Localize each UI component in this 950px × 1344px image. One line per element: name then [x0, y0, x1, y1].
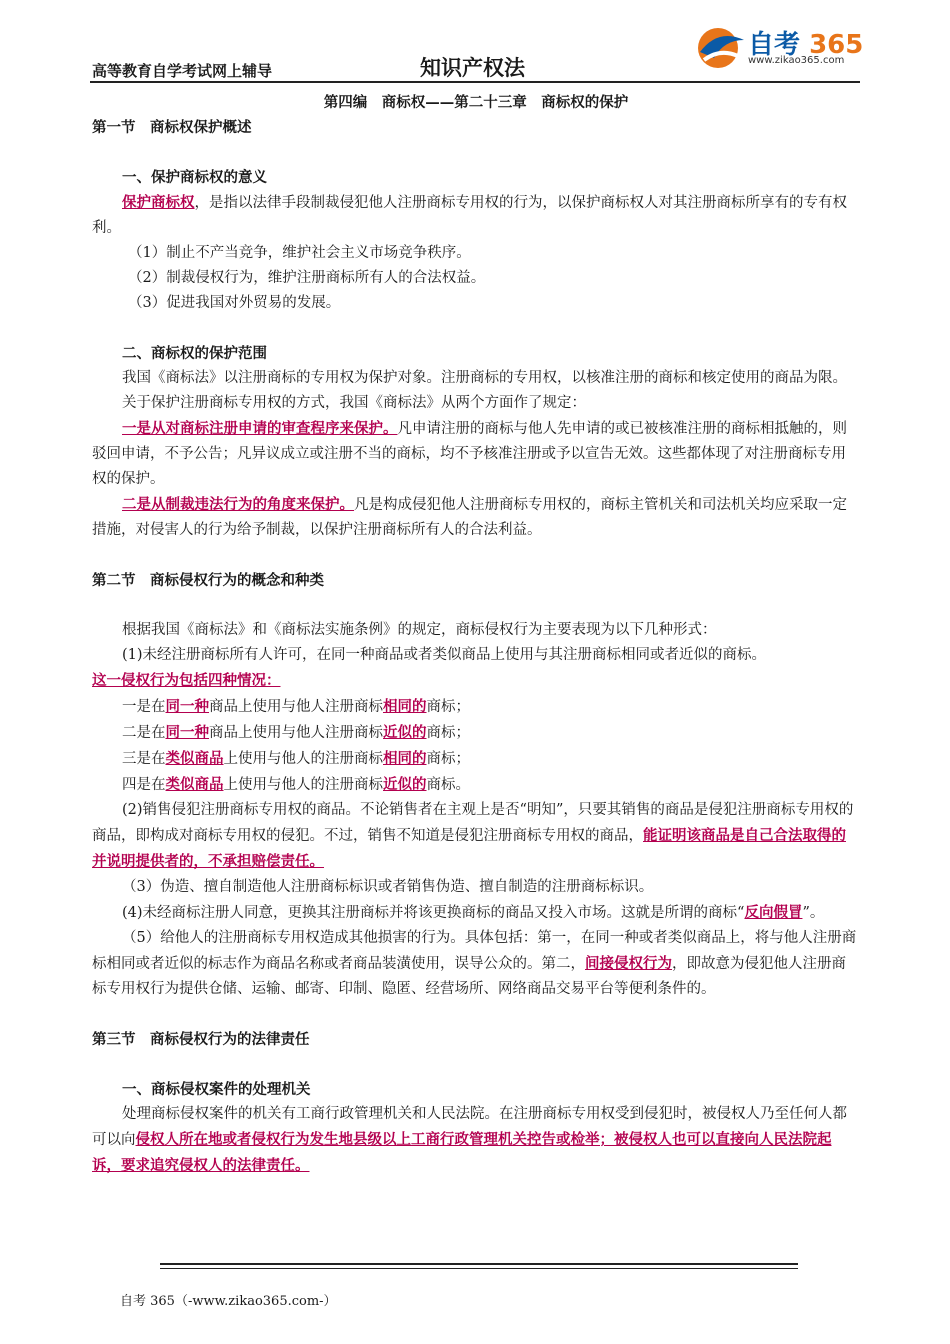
logo-text: 自考 365 — [748, 30, 864, 60]
site-logo[interactable] — [694, 22, 864, 74]
footer-text: 自考 365（-www.zikao365.com-） — [120, 1294, 337, 1309]
s2-paragraph-6: (4)未经商标注册人同意，更换其注册商标并将该更换商标的商品又投入市场。这就是所谓的商标“反向假冒”。 — [122, 904, 825, 921]
s1-paragraph-4: 一是从对商标注册申请的审查程序来保护。凡申请注册的商标与他人先申请的或已被核准注册的商标相抵触的，则驳回申请，不予公告；凡异议成立或注册不当的商标，均不予核准注册或予以宣告无效。这些都体现了对注册商标专用权的保护。 — [92, 420, 847, 487]
logo-url: www.zikao365.com — [748, 55, 845, 66]
s2-paragraph-2: (1)未经注册商标所有人许可，在同一种商品或者类似商品上使用与其注册商标相同或者近似的商标。 — [122, 647, 767, 663]
s1-paragraph-3: 关于保护注册商标专用权的方式，我国《商标法》从两个方面作了规定： — [122, 395, 586, 411]
footer-divider — [160, 1263, 798, 1265]
s2-paragraph-4: (2)销售侵犯注册商标专用权的商品。不论销售者在主观上是否“明知”，只要其销售的商品是侵犯注册商标专用权的商品，即构成对商标专用权的侵犯。不过，销售不知道是侵犯注册商标专用权的商品，能证明该商品是自己合法取得的并说明提供者的，不承担赔偿责任。 — [92, 802, 854, 870]
header-subject: 知识产权法 — [420, 55, 525, 80]
s2-paragraph-1: 根据我国《商标法》和《商标法实施条例》的规定，商标侵权行为主要表现为以下几种形式： — [122, 622, 717, 638]
s1-list-item-3: （3）促进我国对外贸易的发展。 — [128, 295, 341, 311]
s2-case-3: 三是在类似商品上使用与他人的注册商标相同的商标； — [122, 750, 470, 767]
s2-paragraph-5: （3）伪造、擅自制造他人注册商标标识或者销售伪造、擅自制造的注册商标标识。 — [122, 879, 654, 895]
s3-heading-1: 一、商标侵权案件的处理机关 — [122, 1081, 311, 1098]
s2-case-2: 二是在同一种商品上使用与他人注册商标近似的商标； — [122, 724, 470, 741]
s1-list-item-1: （1）制止不产当竞争，维护社会主义市场竞争秩序。 — [128, 245, 471, 261]
document-body — [92, 90, 860, 1179]
section-2-title: 第二节 商标侵权行为的概念和种类 — [92, 572, 324, 589]
logo-swoosh-icon — [694, 22, 748, 74]
section-1-title: 第一节 商标权保护概述 — [92, 119, 252, 136]
s1-heading-2: 二、商标权的保护范围 — [122, 345, 267, 362]
header-left-title: 高等教育自学考试网上辅导 — [92, 62, 273, 80]
s1-paragraph-5: 二是从制裁违法行为的角度来保护。凡是构成侵犯他人注册商标专用权的，商标主管机关和司法机关均应采取一定措施，对侵害人的行为给予制裁，以保护注册商标所有人的合法利益。 — [92, 496, 847, 538]
s3-paragraph-1: 处理商标侵权案件的机关有工商行政管理机关和人民法院。在注册商标专用权受到侵犯时，被侵权人乃至任何人都可以向侵权人所在地或者侵权行为发生地县级以上工商行政管理机关控告或检举；被侵权人也可以直接向人民法院起诉，要求追究侵权人的法律责任。 — [92, 1106, 847, 1174]
s2-paragraph-7: （5）给他人的注册商标专用权造成其他损害的行为。具体包括：第一，在同一种或者类似商品上，将与他人注册商标相同或者近似的标志作为商品名称或者商品装潢使用，误导公众的。第二，间接侵权行为，即故意为侵犯他人注册商标专用权行为提供仓储、运输、邮寄、印制、隐匿、经营场所、网络商品交易平台等便利条件的。 — [92, 930, 857, 997]
s1-paragraph-2: 我国《商标法》以注册商标的专用权为保护对象。注册商标的专用权，以核准注册的商标和核定使用的商品为限。 — [122, 370, 847, 386]
footer-divider-thin — [160, 1268, 798, 1269]
s1-list-item-2: （2）制裁侵权行为，维护注册商标所有人的合法权益。 — [128, 270, 486, 286]
chapter-title: 第四编 商标权——第二十三章 商标权的保护 — [323, 94, 629, 111]
s2-case-1: 一是在同一种商品上使用与他人注册商标相同的商标； — [122, 698, 470, 715]
s2-highlight-line: 这一侵权行为包括四种情况： — [92, 672, 281, 689]
s1-heading-1: 一、保护商标权的意义 — [122, 169, 267, 186]
section-3-title: 第三节 商标侵权行为的法律责任 — [92, 1031, 310, 1048]
s2-case-4: 四是在类似商品上使用与他人的注册商标近似的商标。 — [122, 776, 470, 793]
s1-paragraph-1: 保护商标权，是指以法律手段制裁侵犯他人注册商标专用权的行为，以保护商标权人对其注册商标所享有的专有权利。 — [92, 194, 847, 236]
header-divider — [90, 81, 860, 83]
